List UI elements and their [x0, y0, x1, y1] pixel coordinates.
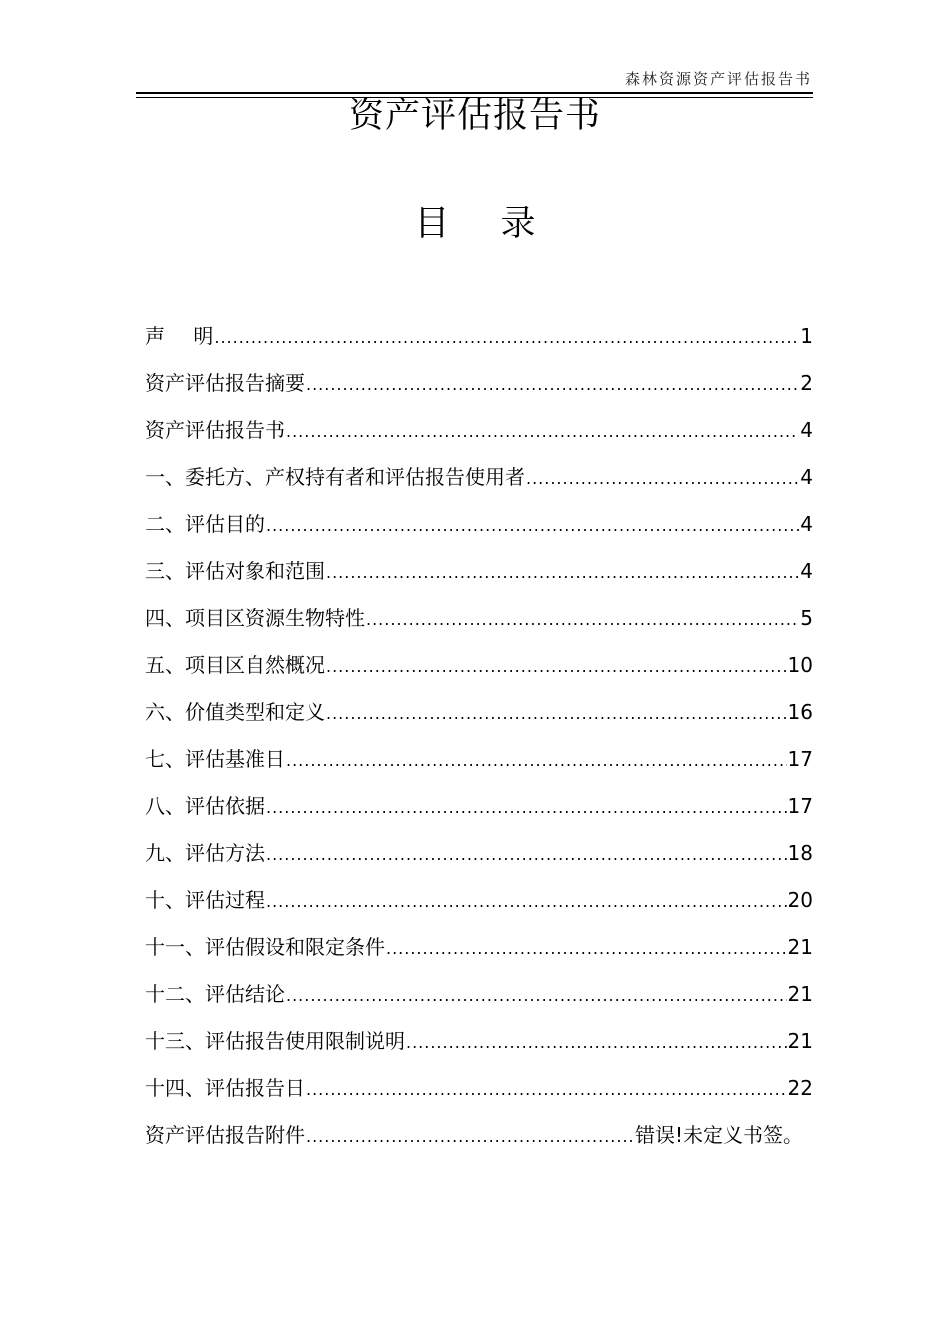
toc-entry-label: 十、评估过程 — [145, 888, 265, 912]
toc-entry-page: 10 — [787, 653, 813, 677]
toc-leader-dots — [286, 411, 799, 451]
toc-leader-dots — [306, 364, 799, 404]
toc-entry[interactable] — [145, 552, 813, 599]
toc-entry[interactable] — [145, 317, 813, 364]
toc-entry[interactable] — [145, 599, 813, 646]
toc-leader-dots — [366, 599, 799, 639]
document-title: 资产评估报告书 — [348, 96, 601, 136]
toc-entry-label: 八、评估依据 — [145, 794, 265, 818]
toc-entry-label: 十一、评估假设和限定条件 — [145, 935, 385, 959]
toc-entry-label: 七、评估基准日 — [145, 747, 285, 771]
toc-entry[interactable] — [145, 975, 813, 1022]
toc-entry-page: 17 — [787, 794, 813, 818]
toc-entry-page: 5 — [800, 606, 813, 630]
toc-entry[interactable] — [145, 458, 813, 505]
running-header: 森林资源资产评估报告书 — [624, 70, 812, 88]
toc-leader-dots — [526, 458, 799, 498]
toc-entry[interactable] — [145, 411, 813, 458]
toc-leader-dots — [326, 693, 787, 733]
toc-entry[interactable] — [145, 787, 813, 834]
toc-entry[interactable] — [145, 740, 813, 787]
table-of-contents — [145, 317, 813, 1163]
toc-entry-label: 二、评估目的 — [145, 512, 265, 536]
toc-entry[interactable] — [145, 881, 813, 928]
toc-entry-label: 九、评估方法 — [145, 841, 265, 865]
toc-entry-page: 错误!未定义书签。 — [634, 1123, 803, 1147]
toc-entry-page: 4 — [800, 559, 813, 583]
toc-entry[interactable] — [145, 1069, 813, 1116]
toc-entry-label: 资产评估报告附件 — [145, 1123, 305, 1147]
toc-entry[interactable] — [145, 646, 813, 693]
toc-entry-page: 21 — [787, 935, 813, 959]
toc-entry-page: 1 — [800, 324, 813, 348]
toc-leader-dots — [326, 552, 799, 592]
toc-entry[interactable] — [145, 364, 813, 411]
toc-entry-label: 三、评估对象和范围 — [145, 559, 325, 583]
toc-leader-dots — [286, 740, 787, 780]
toc-entry-page: 16 — [787, 700, 813, 724]
toc-entry[interactable] — [145, 1116, 803, 1163]
toc-entry-label: 四、项目区资源生物特性 — [145, 606, 365, 630]
toc-entry-page: 22 — [787, 1076, 813, 1100]
toc-entry[interactable] — [145, 834, 813, 881]
toc-entry-label: 一、委托方、产权持有者和评估报告使用者 — [145, 465, 525, 489]
toc-entry-page: 4 — [800, 465, 813, 489]
toc-entry-page: 4 — [800, 512, 813, 536]
toc-entry[interactable] — [145, 928, 813, 975]
toc-leader-dots — [266, 787, 787, 827]
toc-heading: 目 录 — [414, 204, 536, 244]
toc-entry[interactable] — [145, 505, 813, 552]
toc-entry[interactable] — [145, 1022, 813, 1069]
toc-entry-label: 十三、评估报告使用限制说明 — [145, 1029, 405, 1053]
toc-leader-dots — [266, 881, 787, 921]
toc-entry-page: 21 — [787, 1029, 813, 1053]
toc-leader-dots — [266, 505, 799, 545]
toc-entry[interactable] — [145, 693, 813, 740]
toc-leader-dots — [214, 317, 799, 357]
toc-entry-label: 五、项目区自然概况 — [145, 653, 325, 677]
toc-leader-dots — [266, 834, 787, 874]
toc-entry-label: 十二、评估结论 — [145, 982, 285, 1006]
toc-entry-label: 资产评估报告书 — [145, 418, 285, 442]
toc-entry-label: 声 明 — [145, 324, 214, 348]
toc-entry-page: 18 — [787, 841, 813, 865]
toc-leader-dots — [386, 928, 787, 968]
toc-leader-dots — [306, 1116, 634, 1156]
toc-leader-dots — [326, 646, 787, 686]
toc-entry-label: 资产评估报告摘要 — [145, 371, 305, 395]
toc-entry-label: 六、价值类型和定义 — [145, 700, 325, 724]
toc-leader-dots — [306, 1069, 787, 1109]
toc-leader-dots — [406, 1022, 787, 1062]
toc-entry-page: 4 — [800, 418, 813, 442]
toc-entry-page: 2 — [800, 371, 813, 395]
toc-entry-page: 21 — [787, 982, 813, 1006]
toc-entry-page: 17 — [787, 747, 813, 771]
toc-entry-label: 十四、评估报告日 — [145, 1076, 305, 1100]
toc-leader-dots — [286, 975, 787, 1015]
toc-entry-page: 20 — [787, 888, 813, 912]
